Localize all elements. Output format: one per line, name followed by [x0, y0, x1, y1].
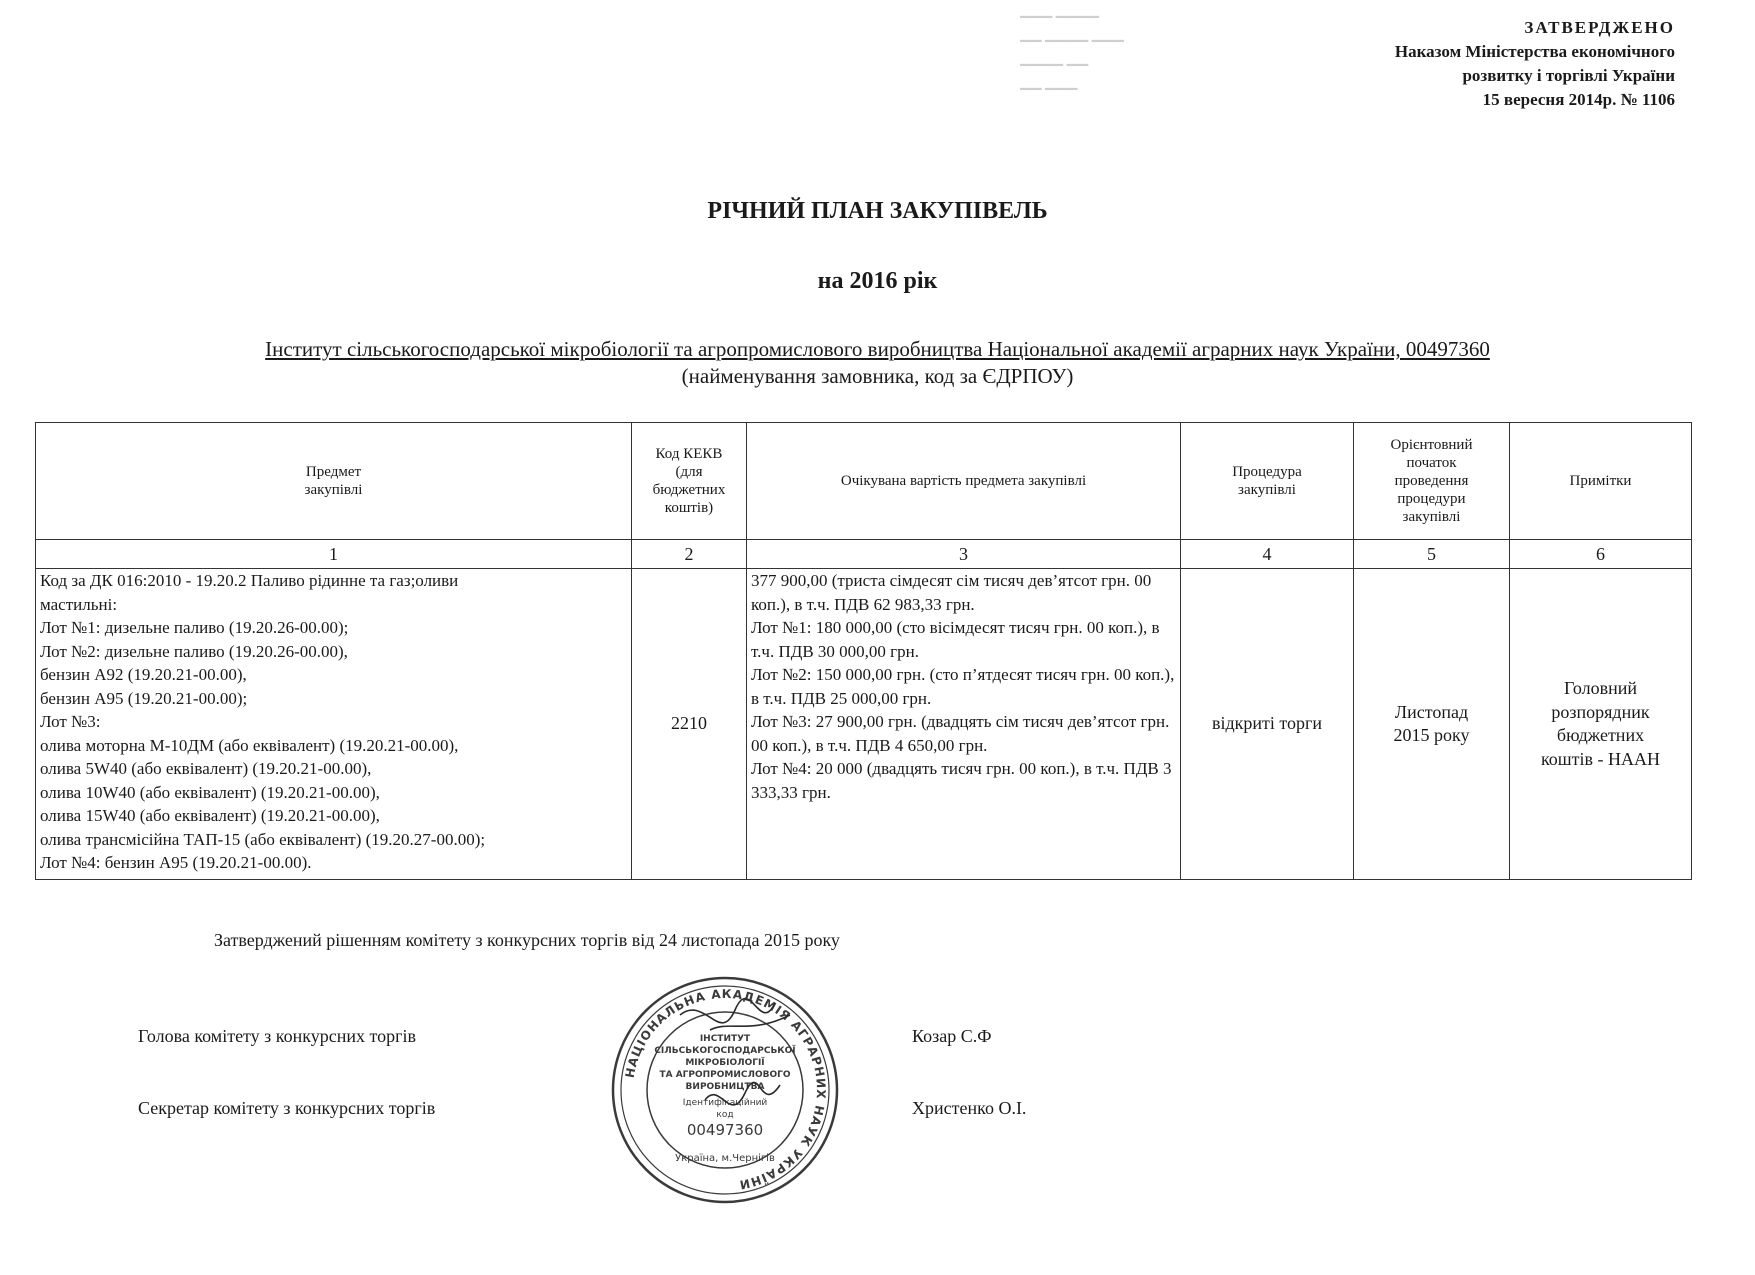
cost-line: Лот №4: 20 000 (двадцять тисяч грн. 00 коп.), в т.ч. ПДВ 3 333,33 грн.: [751, 759, 1172, 802]
stamp-code: 00497360: [686, 1121, 764, 1139]
subject-line: олива 15W40 (або еквівалент) (19.20.21-00.00),: [40, 806, 380, 825]
stamp-id-label: Ідентифікаційний: [682, 1098, 768, 1108]
subject-line: олива 10W40 (або еквівалент) (19.20.21-00.00),: [40, 782, 380, 802]
subject-line: олива трансмісійна ТАП-15 (або еквівалент) (19.20.27-00.00);: [40, 829, 486, 849]
chair-label: Голова комітету з конкурсних торгів: [138, 1026, 417, 1046]
header-start: Орієнтовний початок проведення процедури закупівлі: [1354, 423, 1510, 540]
stamp-inner-line: СІЛЬСЬКОГОСПОДАРСЬКОЇ: [654, 1046, 796, 1056]
approval-line: розвитку і торгівлі України: [1462, 66, 1675, 85]
stamp-inner-line: ТА АГРОПРОМИСЛОВОГО: [659, 1070, 791, 1080]
secretary-name: Христенко О.І.: [912, 1098, 1027, 1118]
procurement-table: [35, 422, 1692, 880]
customer-note: (найменування замовника, код за ЄДРПОУ): [681, 364, 1074, 388]
stamp-city: Україна, м.Чернігів: [675, 1153, 775, 1164]
subject-line: Лот №1: дизельне паливо (19.20.26-00.00);: [40, 618, 349, 637]
stamp-inner-line: МІКРОБІОЛОГІЇ: [685, 1058, 765, 1068]
table-header-row: [36, 423, 1692, 540]
kekv-cell: 2210: [632, 569, 747, 880]
subject-line: Лот №2: дизельне паливо (19.20.26-00.00),: [40, 641, 348, 661]
subject-cell: [36, 569, 632, 880]
header-kekv: Код КЕКВ (для бюджетних коштів): [632, 423, 747, 540]
customer-name: Інститут сільськогосподарської мікробіології та агропромислового виробництва Національної академії аграрних наук України, 00497360: [265, 337, 1490, 361]
header-procedure: Процедура закупівлі: [1181, 423, 1354, 540]
cost-line: Лот №2: 150 000,00 грн. (сто п’ятдесят тисяч грн. 00 коп.), в т.ч. ПДВ 25 000,00 грн.: [751, 665, 1175, 708]
subject-line: Код за ДК 016:2010 - 19.20.2 Паливо рідинне та газ;оливи: [40, 571, 459, 590]
subject-line: мастильні:: [40, 594, 118, 614]
cost-line: 377 900,00 (триста сімдесят сім тисяч дев’ятсот грн. 00 коп.), в т.ч. ПДВ 62 983,33 грн.: [751, 571, 1152, 614]
procedure-cell: відкриті торги: [1181, 569, 1354, 880]
document-subtitle: на 2016 рік: [817, 268, 938, 294]
column-numbers-row: [36, 540, 1692, 569]
stamp-inner-line: ІНСТИТУТ: [699, 1034, 751, 1044]
subject-line: олива 5W40 (або еквівалент) (19.20.21-00.00),: [40, 759, 372, 778]
stamp-inner-line: ВИРОБНИЦТВА: [685, 1082, 765, 1092]
table-row: [36, 569, 1692, 880]
cost-cell: [747, 569, 1181, 880]
header-cost: Очікувана вартість предмета закупівлі: [747, 423, 1181, 540]
official-seal-stamp: [610, 975, 840, 1205]
chair-name: Козар С.Ф: [912, 1026, 992, 1046]
approval-heading: ЗАТВЕРДЖЕНО: [1524, 18, 1675, 37]
approval-block: [1295, 16, 1675, 112]
approval-line: 15 вересня 2014р. № 1106: [1482, 90, 1675, 109]
column-number: 6: [1510, 540, 1692, 569]
approval-footnote: Затверджений рішенням комітету з конкурсних торгів від 24 листопада 2015 року: [214, 930, 840, 950]
column-number: 4: [1181, 540, 1354, 569]
stamp-code-label: код: [716, 1110, 734, 1120]
header-notes: Примітки: [1510, 423, 1692, 540]
notes-cell: Головний розпорядник бюджетних коштів - НААН: [1510, 569, 1692, 880]
subject-line: бензин А92 (19.20.21-00.00),: [40, 665, 247, 684]
cost-line: Лот №1: 180 000,00 (сто вісімдесят тисяч грн. 00 коп.), в т.ч. ПДВ 30 000,00 грн.: [751, 618, 1160, 661]
show-through-marks: ▔▔▔ ▔▔▔▔ ▔▔ ▔▔▔▔ ▔▔▔ ▔▔▔▔ ▔▔ ▔▔ ▔▔▔: [1020, 18, 1124, 105]
secretary-label: Секретар комітету з конкурсних торгів: [138, 1098, 436, 1118]
subject-line: Лот №4: бензин А95 (19.20.21-00.00).: [40, 853, 312, 872]
document-title: РІЧНИЙ ПЛАН ЗАКУПІВЕЛЬ: [707, 198, 1048, 224]
stamp-outer-text: НАЦІОНАЛЬНА АКАДЕМІЯ АГРАРНИХ НАУК УКРАЇНИ: [622, 986, 829, 1192]
subject-line: олива моторна М-10ДМ (або еквівалент) (19.20.21-00.00),: [40, 735, 459, 755]
approval-line: Наказом Міністерства економічного: [1394, 42, 1675, 61]
start-cell: Листопад 2015 року: [1354, 569, 1510, 880]
header-subject: Предмет закупівлі: [36, 423, 632, 540]
cost-line: Лот №3: 27 900,00 грн. (двадцять сім тисяч дев’ятсот грн. 00 коп.), в т.ч. ПДВ 4 650,00 грн.: [751, 712, 1170, 755]
column-number: 3: [747, 540, 1181, 569]
subject-line: бензин А95 (19.20.21-00.00);: [40, 688, 248, 708]
column-number: 2: [632, 540, 747, 569]
subject-line: Лот №3:: [40, 712, 101, 731]
column-number: 1: [36, 540, 632, 569]
column-number: 5: [1354, 540, 1510, 569]
